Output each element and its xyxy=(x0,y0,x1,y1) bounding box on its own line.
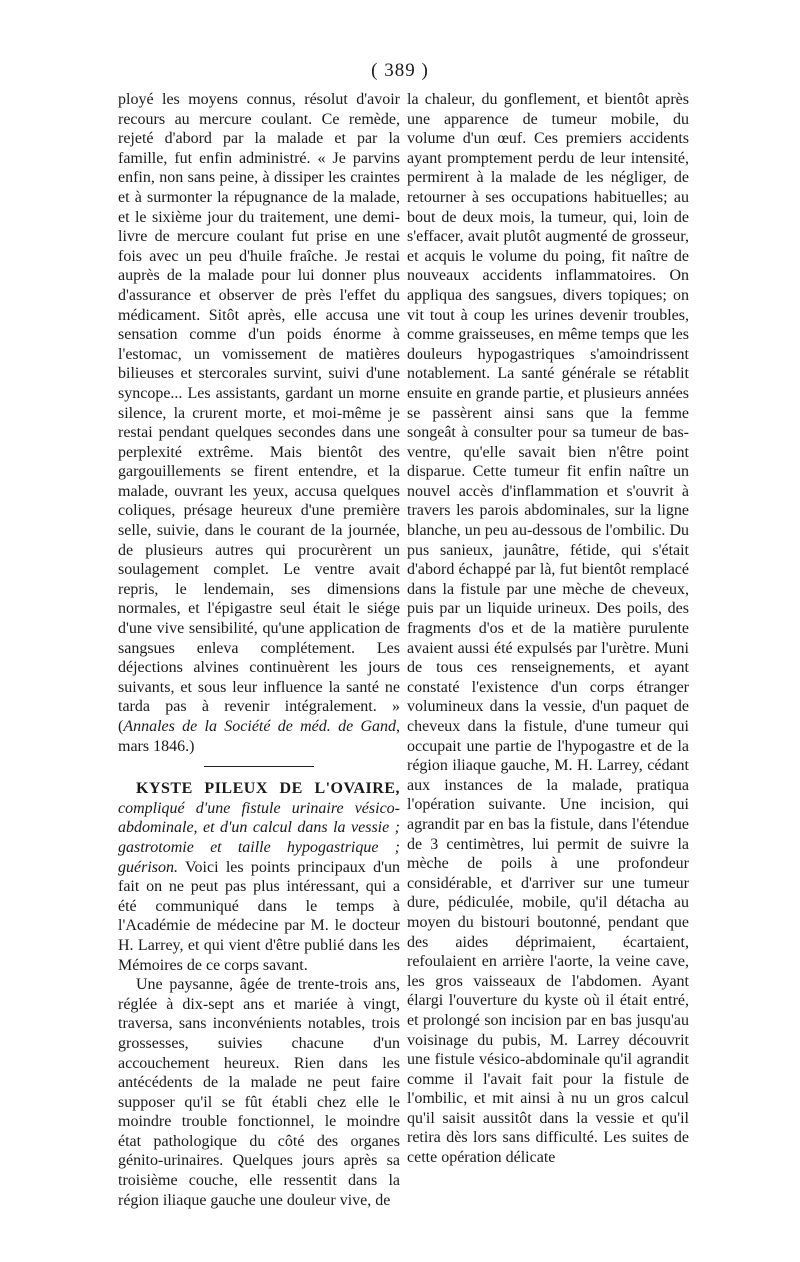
section-divider xyxy=(204,766,314,767)
left-paragraph-3: Une paysanne, âgée de trente-trois ans, réglée à dix-sept ans et mariée à vingt, traversa, sans inconvénients notables, trois grossesses, suivies chacune d'un accouchement heureux. Rien dans les antécédents de la malade ne peut faire supposer qu'il se fût établi chez elle le moindre trouble fonctionnel, le moindre état pathologique du côté des organes génito-urinaires. Quelques jours après sa troisième couche, elle ressentit dans la région iliaque gauche une douleur vive, de xyxy=(118,976,400,1209)
right-paragraph-1: la chaleur, du gonflement, et bientôt après une apparence de tumeur mobile, du volume d'un œuf. Ces premiers accidents ayant promptement perdu de leur intensité, permirent à la malade de les négliger, de retourner à ses occupations habituelles; au bout de deux mois, la tumeur, qui, loin de s'effacer, avait plutôt augmenté de grosseur, et acquis le volume du poing, fit naître de nouveaux accidents inflammatoires. On appliqua des sangsues, divers topiques; on vit tout à coup les urines devenir troubles, comme graisseuses, en même temps que les douleurs hypogastriques s'amoindrissent notablement. La santé générale se rétablit ensuite en grande partie, et plusieurs années se passèrent ainsi sans que la femme songeât à consulter pour sa tumeur de bas-ventre, qu'elle savait bien n'être point disparue. Cette tumeur fit enfin naître un nouvel accès d'inflammation et s'ouvrit à travers les parois abdominales, sur la ligne blanche, un peu au-dessous de l'ombilic. Du pus sanieux, jaunâtre, fétide, qui s'était d'abord échappé par là, fut bientôt remplacé dans la fistule par une mèche de cheveux, puis par un liquide urineux. Des poils, des fragments d'os et de la matière purulente avaient aussi été expulsés par l'urètre. Muni de tous ces renseignements, et ayant constaté l'existence d'un corps étranger volumineux dans la vessie, d'un paquet de cheveux dans la fistule, d'une tumeur qui occupait une partie de l'hypogastre et de la région iliaque gauche, M. H. Larrey, cédant aux instances de la malade, pratiqua l'opération suivante. Une incision, qui agrandit par en bas la fistule, dans l'étendue de 3 centimètres, lui permit de suivre la mèche de poils à une profondeur considérable, et d'arriver sur une tumeur dure, pédiculée, mobile, qu'il détacha au moyen du bistouri boutonné, pendant que des aides déprimaient, écartaient, refoulaient en arrière l'aorte, la veine cave, les gros vaisseaux de l'abdomen. Ayant élargi l'ouverture du kyste où il était entré, et prolongé son incision par en bas jusqu'au voisinage du pubis, M. Larrey découvrit une fistule vésico-abdominale qu'il agrandit comme il l'avait fait pour la fistule de l'ombilic, et mit ainsi à nu un gros calcul qu'il saisit aussitôt dans la vessie et qu'il retira dès lors sans difficulté. Les suites de cette opération délicate xyxy=(407,91,689,1167)
article-title: KYSTE PILEUX DE L'OVAIRE, xyxy=(136,780,400,798)
article-heading-paragraph xyxy=(118,779,400,975)
left-column xyxy=(118,90,400,1210)
left-paragraph-1-text: ployé les moyens connus, résolut d'avoir recours au mercure coulant. Ce remède, rejeté d'abord par la malade et par la famille, fut enfin administré. « Je parvins enfin, non sans peine, à dissiper les craintes et à surmonter la répugnance de la malade, et le sixième jour du traitement, une demi-livre de mercure coulant fut prise en une fois avec un peu d'huile fraîche. Je restai auprès de la malade pour lui donner plus d'assurance et observer de près l'effet du médicament. Sitôt après, elle accusa une sensation comme d'un poids énorme à l'estomac, un vomissement de matières bilieuses et stercorales survint, suivi d'une syncope... Les assistants, gardant un morne silence, la crurent morte, et moi-même je restai pendant quelques secondes dans une perplexité extrême. Mais bientôt des gargouillements se firent entendre, et la malade, ouvrant les yeux, accusa quelques coliques, présage heureux d'une première selle, suivie, dans le courant de la journée, de plusieurs autres qui procurèrent un soulagement complet. Le ventre avait repris, le lendemain, ses dimensions normales, et l'épigastre seul était le siége d'une vive sensibilité, qu'une application de sangsues enleva complétement. Les déjections alvines continuèrent les jours suivants, et sous leur influence la santé ne tarda pas à revenir intégralement. » ( xyxy=(118,91,400,735)
right-column xyxy=(407,90,689,1168)
page-number: ( 389 ) xyxy=(371,60,429,81)
left-paragraph-1 xyxy=(118,90,400,756)
citation-date: , mars 1846.) xyxy=(118,718,400,755)
journal-citation: Annales de la Société de méd. de Gand xyxy=(123,718,396,735)
article-subtitle: compliqué d'une fistule urinaire vésico-abdominale, et d'un calcul dans la vessie ; gastrotomie et taille hypogastrique ; guérison. xyxy=(118,799,400,876)
article-intro-text: Voici les points principaux d'un fait on ne peut pas plus intéressant, qui a été communiqué dans le temps à l'Académie de médecine par M. le docteur H. Larrey, et qui vient d'être publié dans les Mémoires de ce corps savant. xyxy=(118,858,400,974)
